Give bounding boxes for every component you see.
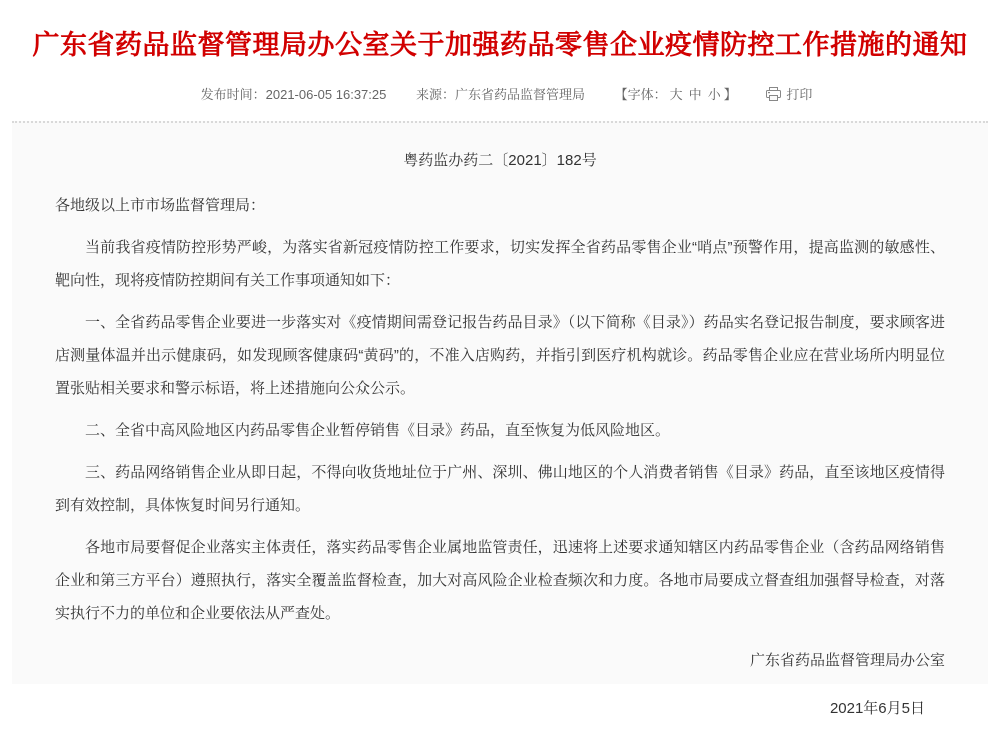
paragraph-closing: 各地市局要督促企业落实主体责任，落实药品零售企业属地监管责任，迅速将上述要求通知辖区内药品零售企业（含药品网络销售企业和第三方平台）遵照执行，落实全覆盖监督检查，加大对高风险企业检查频次和力度。各地市局要成立督查组加强督导检查，对落实执行不力的单位和企业要依法从严查处。 (55, 539, 945, 622)
salutation-line: 各地级以上市市场监督管理局： (55, 197, 266, 214)
publish-time-group (201, 87, 387, 103)
paragraph-item-3: 三、药品网络销售企业从即日起，不得向收货地址位于广州、深圳、佛山地区的个人消费者销售《目录》药品，直至该地区疫情得到有效控制，具体恢复时间另行通知。 (55, 464, 945, 514)
font-section-close: 】 (723, 87, 737, 102)
notice-content-box (12, 121, 988, 717)
font-size-small-link[interactable]: 小 (707, 87, 721, 102)
issuing-office-signature: 广东省药品监督管理局办公室 (749, 652, 945, 669)
page-title: 广东省药品监督管理局办公室关于加强药品零售企业疫情防控工作措施的通知 (32, 30, 968, 60)
paragraph-item-1: 一、全省药品零售企业要进一步落实对《疫情期间需登记报告药品目录》（以下简称《目录》）药品实名登记报告制度，要求顾客进店测量体温并出示健康码，如发现顾客健康码“黄码”的，不准入店购药，并指引到医疗机构就诊。药品零售企业应在营业场所内明显位置张贴相关要求和警示标语，将上述措施向公众公示。 (55, 314, 945, 397)
source-value: 广东省药品监督管理局 (455, 87, 586, 102)
font-section-open: 【字体： (614, 87, 667, 102)
document-number: 粤药监办药二〔2021〕182号 (403, 152, 597, 169)
issue-date: 2021年6月5日 (829, 700, 925, 717)
publish-time-label: 发布时间： (200, 87, 266, 102)
source-label: 来源： (415, 87, 455, 102)
print-button[interactable] (766, 87, 812, 103)
font-size-section (615, 87, 737, 103)
source-group (416, 87, 585, 103)
paragraph-intro: 当前我省疫情防控形势严峻，为落实省新冠疫情防控工作要求，切实发挥全省药品零售企业“哨点”预警作用，提高监测的敏感性、靶向性，现将疫情防控期间有关工作事项通知如下： (55, 239, 945, 289)
font-size-large-link[interactable]: 大 (669, 87, 683, 102)
font-size-medium-link[interactable]: 中 (688, 87, 702, 102)
meta-bar (0, 87, 1000, 103)
paragraph-item-2: 二、全省中高风险地区内药品零售企业暂停销售《目录》药品，直至恢复为低风险地区。 (85, 422, 671, 439)
print-label: 打印 (786, 87, 813, 102)
printer-icon (766, 87, 786, 102)
publish-time-value: 2021-06-05 16:37:25 (265, 87, 387, 102)
